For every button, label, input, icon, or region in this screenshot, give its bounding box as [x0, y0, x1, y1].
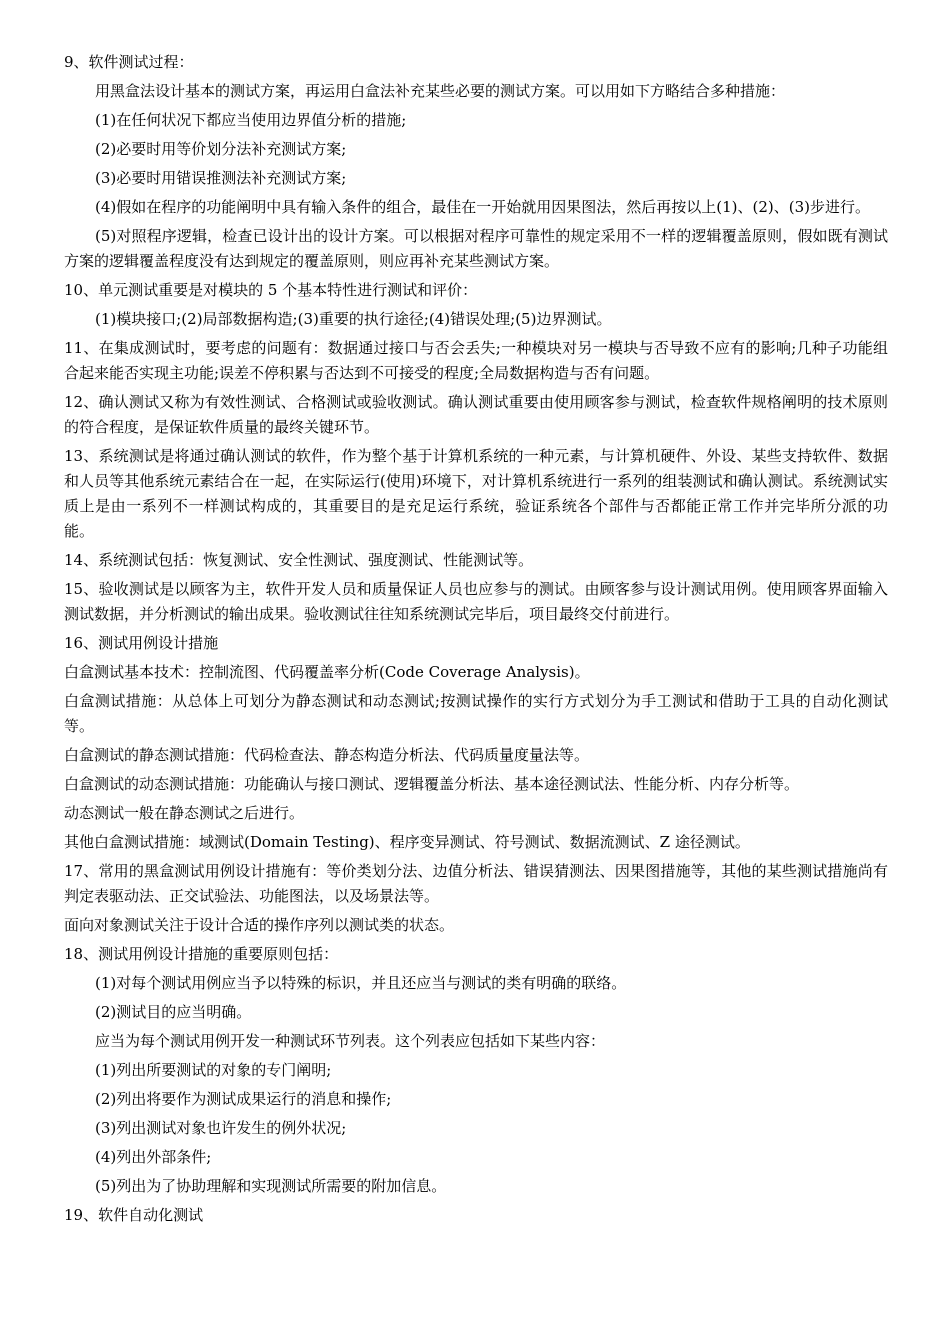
paragraph: 16、测试用例设计措施	[64, 634, 219, 652]
paragraph: 12、确认测试又称为有效性测试、合格测试或验收测试。确认测试重要由使用顾客参与测试，检查软件规格阐明的技术原则的符合程度，是保证软件质量的最终关键环节。	[64, 393, 888, 436]
paragraph: 11、在集成测试时，要考虑的问题有：数据通过接口与否会丢失;一种模块对另一模块与否导致不应有的影响;几种子功能组合起来能否实现主功能;误差不停积累与否达到不可接受的程度;全局数据构造与否有问题。	[64, 339, 888, 382]
list-item: (1)对每个测试用例应当予以特殊的标识，并且还应当与测试的类有明确的联络。	[95, 974, 627, 992]
list-item: (1)在任何状况下都应当使用边界值分析的措施;	[95, 111, 407, 129]
list-item: (1)模块接口;(2)局部数据构造;(3)重要的执行途径;(4)错误处理;(5)边界测试。	[95, 310, 612, 328]
list-item: (1)列出所要测试的对象的专门阐明;	[95, 1061, 332, 1079]
paragraph: 用黑盒法设计基本的测试方案，再运用白盒法补充某些必要的测试方案。可以用如下方略结合多种措施：	[95, 82, 786, 100]
paragraph: 白盒测试措施：从总体上可划分为静态测试和动态测试;按测试操作的实行方式划分为手工测试和借助于工具的自动化测试等。	[64, 692, 888, 735]
paragraph: 10、单元测试重要是对模块的 5 个基本特性进行测试和评价：	[64, 281, 478, 299]
list-item: 应当为每个测试用例开发一种测试环节列表。这个列表应包括如下某些内容：	[95, 1032, 606, 1050]
list-item: (2)列出将要作为测试成果运行的消息和操作;	[95, 1090, 392, 1108]
paragraph: 白盒测试基本技术：控制流图、代码覆盖率分析(Code Coverage Analysis)。	[64, 663, 590, 681]
paragraph: 9、软件测试过程：	[64, 53, 194, 71]
paragraph: 19、软件自动化测试	[64, 1206, 204, 1224]
paragraph: 其他白盒测试措施：域测试(Domain Testing)、程序变异测试、符号测试、数据流测试、Z 途径测试。	[64, 833, 750, 851]
list-item: (5)列出为了协助理解和实现测试所需要的附加信息。	[95, 1177, 447, 1195]
paragraph: 17、常用的黑盒测试用例设计措施有：等价类划分法、边值分析法、错误猜测法、因果图措施等，其他的某些测试措施尚有判定表驱动法、正交试验法、功能图法，以及场景法等。	[64, 862, 888, 905]
paragraph: 面向对象测试关注于设计合适的操作序列以测试类的状态。	[64, 916, 455, 934]
paragraph: (4)假如在程序的功能阐明中具有输入条件的组合，最佳在一开始就用因果图法，然后再按以上(1)、(2)、(3)步进行。	[95, 198, 870, 216]
list-item: (3)列出测试对象也许发生的例外状况;	[95, 1119, 347, 1137]
paragraph: 13、系统测试是将通过确认测试的软件，作为整个基于计算机系统的一种元素，与计算机硬件、外设、某些支持软件、数据和人员等其他系统元素结合在一起，在实际运行(使用)环境下，对计算机系统进行一系列的组装测试和确认测试。系统测试实质上是由一系列不一样测试构成的，其重要目的是充足运行系统，验证系统各个部件与否都能正常工作并完毕所分派的功能。	[64, 447, 888, 540]
paragraph: 动态测试一般在静态测试之后进行。	[64, 804, 305, 822]
list-item: (4)列出外部条件;	[95, 1148, 212, 1166]
list-item: (3)必要时用错误推测法补充测试方案;	[95, 169, 347, 187]
list-item: (2)测试目的应当明确。	[95, 1003, 252, 1021]
paragraph: (5)对照程序逻辑，检查已设计出的设计方案。可以根据对程序可靠性的规定采用不一样的逻辑覆盖原则，假如既有测试方案的逻辑覆盖程度没有达到规定的覆盖原则，则应再补充某些测试方案。	[64, 227, 888, 270]
list-item: (2)必要时用等价划分法补充测试方案;	[95, 140, 347, 158]
paragraph: 白盒测试的静态测试措施：代码检查法、静态构造分析法、代码质量度量法等。	[64, 746, 590, 764]
paragraph: 14、系统测试包括：恢复测试、安全性测试、强度测试、性能测试等。	[64, 551, 534, 569]
paragraph: 18、测试用例设计措施的重要原则包括：	[64, 945, 339, 963]
paragraph: 15、验收测试是以顾客为主，软件开发人员和质量保证人员也应参与的测试。由顾客参与设计测试用例。使用顾客界面输入测试数据，并分析测试的输出成果。验收测试往往知系统测试完毕后，项目最终交付前进行。	[64, 580, 888, 623]
paragraph: 白盒测试的动态测试措施：功能确认与接口测试、逻辑覆盖分析法、基本途径测试法、性能分析、内存分析等。	[64, 775, 800, 793]
